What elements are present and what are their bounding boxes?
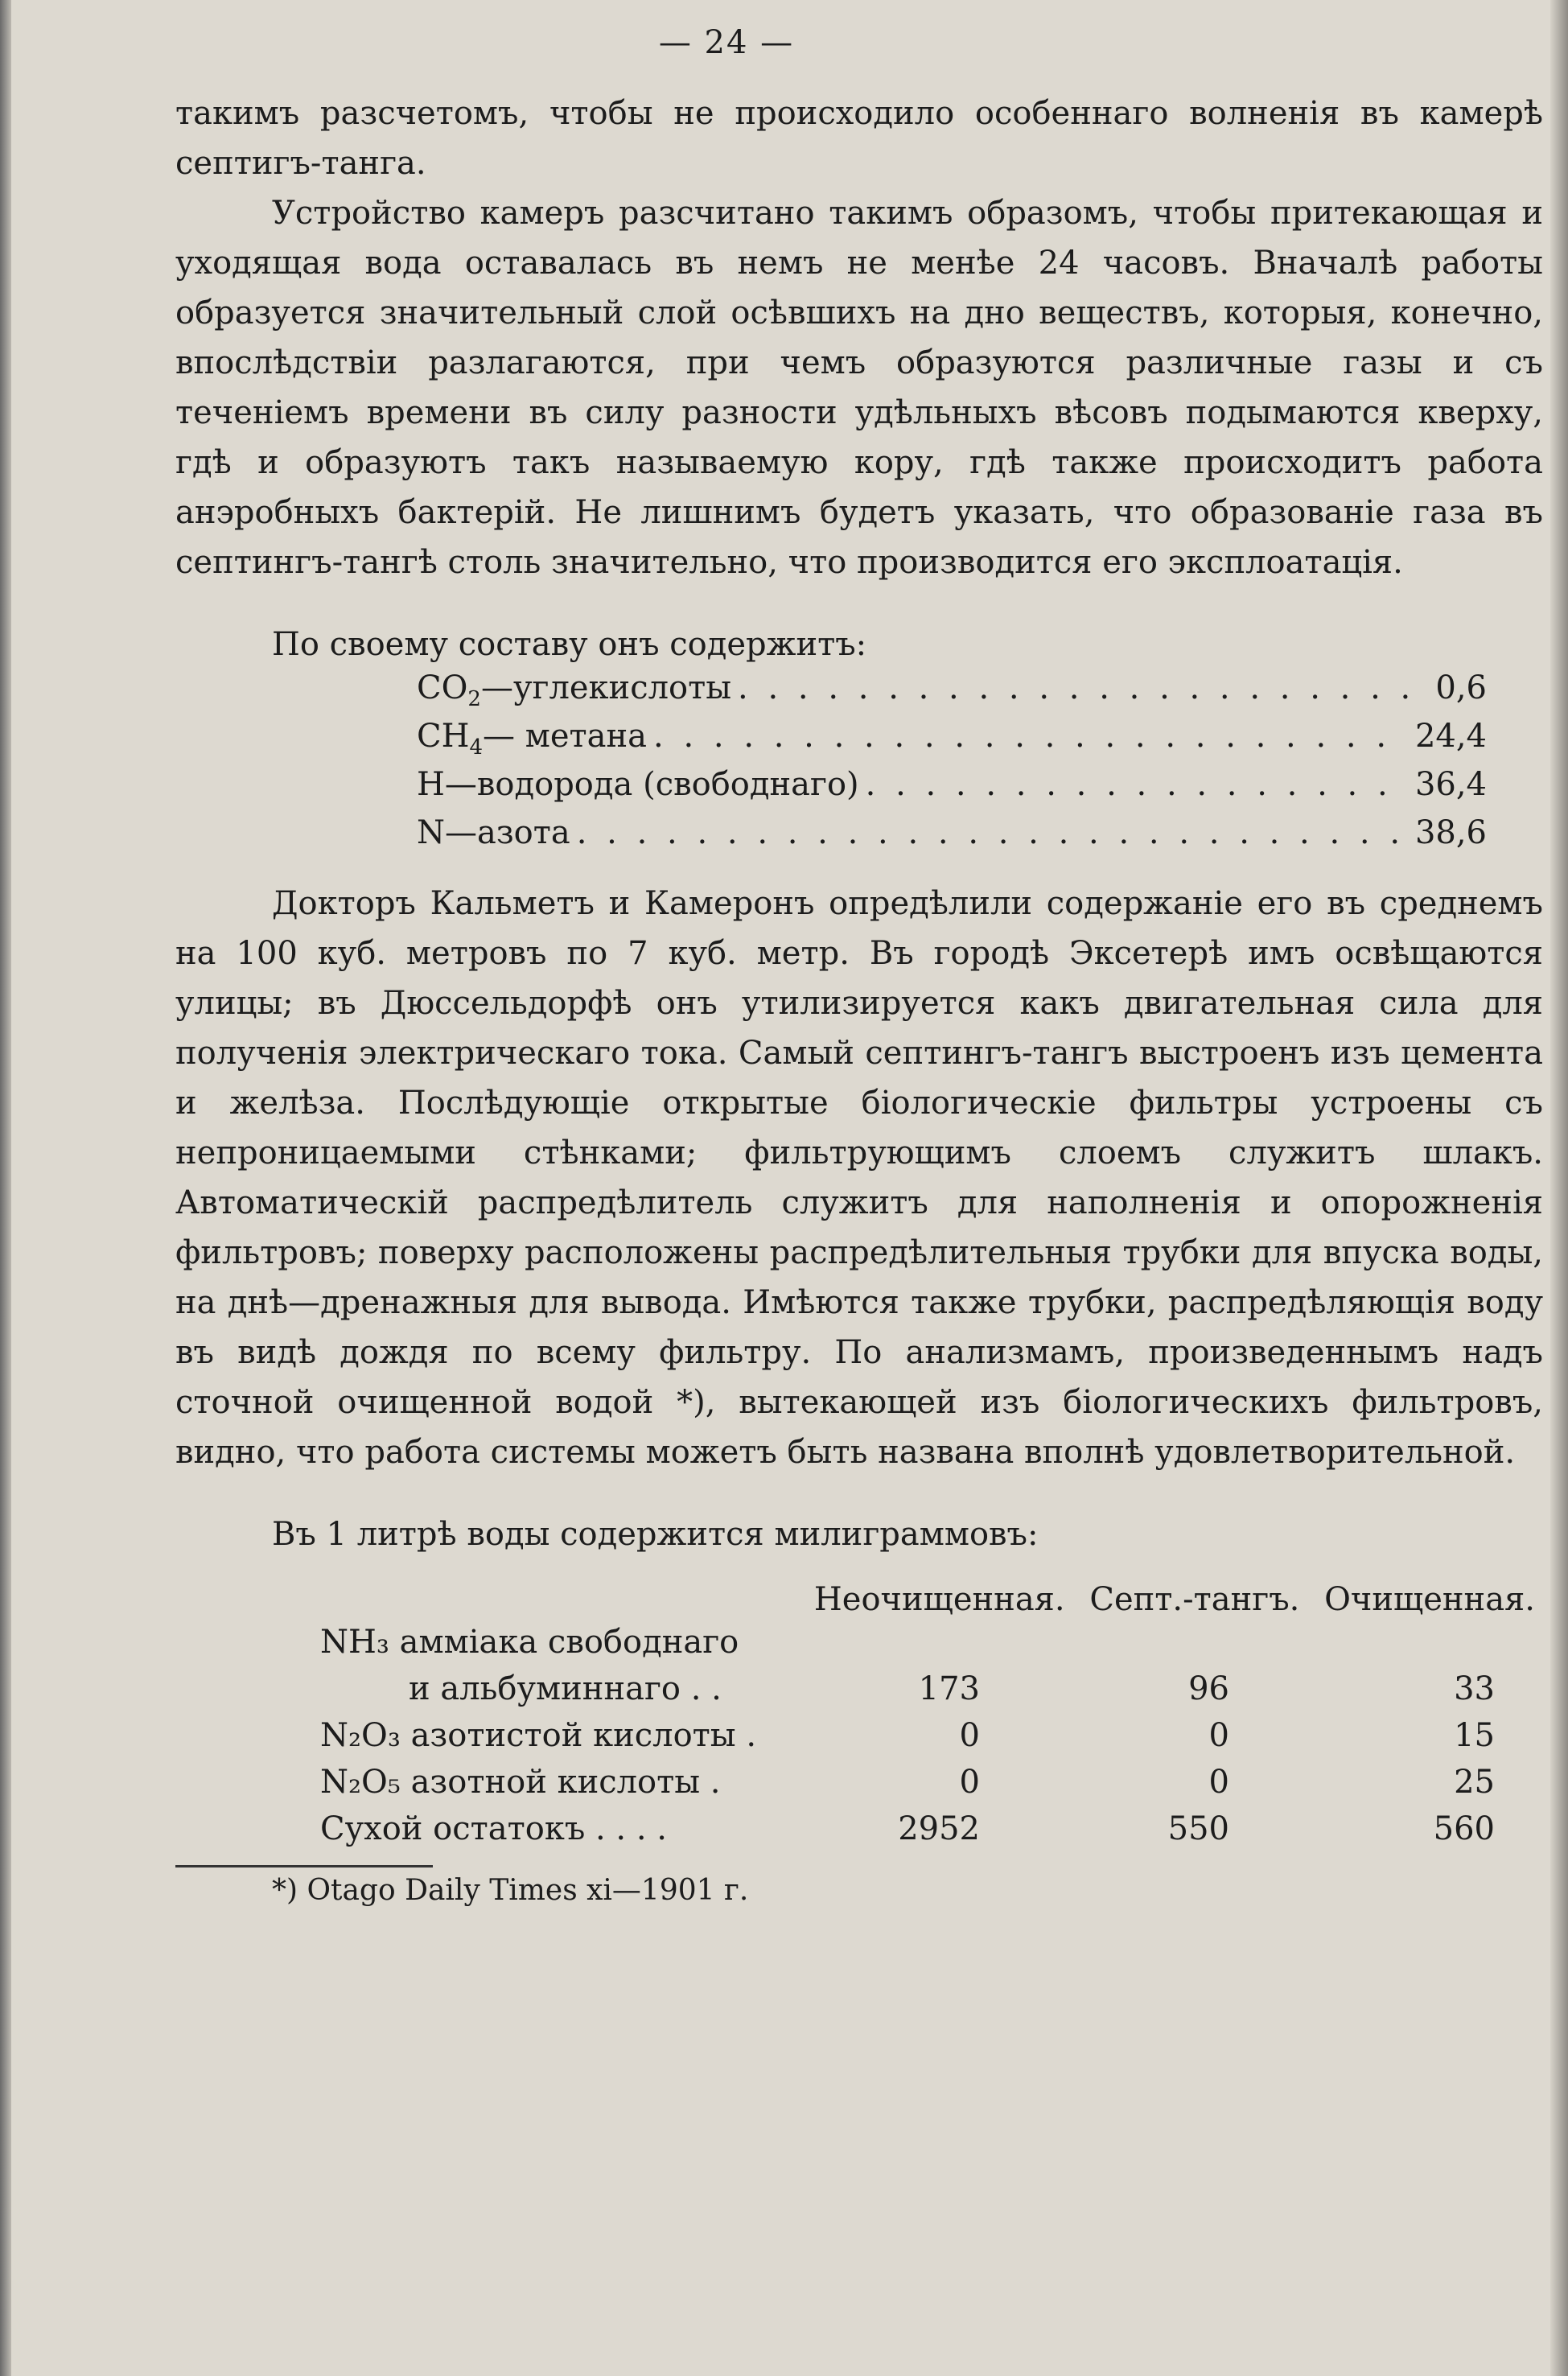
- page-edge-shadow: [0, 0, 11, 2376]
- footnote-divider: [175, 1865, 433, 1867]
- list-item: N—азота . . . 38,6: [417, 814, 1487, 863]
- paragraph-continued: такимъ разсчетомъ, чтобы не происходило особеннаго волненія въ камерѣ септигъ-танга.: [175, 95, 1543, 182]
- table-row: и альбуминнаго . . 173 96 33: [409, 1670, 1495, 1707]
- list-item: $CH_4—$ метана . . . 24,4: [417, 718, 1487, 766]
- footnote: *) Otago Daily Times xi—1901 г.: [272, 1874, 749, 1907]
- gas-value: 0,6: [1435, 669, 1487, 706]
- list-item: $CO_2—углекислоты$ . . . 0,6: [417, 669, 1487, 718]
- page-right-edge: [1550, 0, 1568, 2376]
- gas-value: 36,4: [1414, 766, 1487, 803]
- table-row: Сухой остатокъ . . . . 2952 550 560: [320, 1810, 1495, 1847]
- table-row: N₂O₅ азотной кислоты . 0 0 25: [320, 1764, 1495, 1801]
- paragraph-calmette: Докторъ Кальметъ и Камеронъ опредѣлили содержаніе его въ среднемъ на 100 куб. метровъ по 7 куб. метр. Въ городѣ Эксетерѣ имъ освѣщаются улицы; въ Дюссельдорфѣ онъ утилизируется какъ двигательная сила для полученія электрическаго тока. Самый септингъ-тангъ выстроенъ изъ цемента и желѣза. Послѣдующіе открытые біологическіе фильтры устроены съ непроницаемыми стѣнками; фильтрующимъ слоемъ служитъ шлакъ. Автоматическій распредѣлитель служитъ для наполненія и опорожненія фильтровъ; поверху расположены распредѣлительныя трубки для впуска воды, на днѣ—дренажныя для вывода. Имѣются также трубки, распредѣляющія воду въ видѣ дождя по всему фильтру. По анализмамъ, произведеннымъ надъ сточной очищенной водой *), вытекающей изъ біологическихъ фильтровъ, видно, что работа системы можетъ быть названа вполнѣ удовлетворительной.: [175, 885, 1543, 1471]
- water-analysis-table: [320, 1624, 1495, 1857]
- paragraph-chamber: Устройство камеръ разсчитано такимъ образомъ, чтобы притекающая и уходящая вода оставалась въ немъ не менѣе 24 часовъ. Вначалѣ работы образуется значительный слой осѣвшихъ на дно веществъ, которыя, конечно, впослѣдствіи разлагаются, при чемъ образуются различные газы и съ теченіемъ времени въ силу разности удѣльныхъ вѣсовъ подымаются кверху, гдѣ и образуютъ такъ называемую кору, гдѣ также происходитъ работа анэробныхъ бактерій. Не лишнимъ будетъ указать, что образованіе газа въ септингъ-тангѣ столь значительно, что производится его эксплоатація.: [175, 195, 1543, 581]
- table-row: N₂O₃ азотистой кислоты . 0 0 15: [320, 1717, 1495, 1754]
- list-item: H—водорода (свободнаго) . . . 36,4: [417, 766, 1487, 814]
- gas-value: 24,4: [1414, 718, 1487, 755]
- water-intro: Въ 1 литрѣ воды содержится милиграммовъ:: [272, 1516, 1039, 1553]
- gas-value: 38,6: [1414, 814, 1487, 851]
- composition-intro: По своему составу онъ содержитъ:: [272, 626, 867, 663]
- gas-composition-list: [417, 669, 1487, 863]
- water-table-header: Неочищенная. Септ.-тангъ. Очищенная.: [813, 1581, 1535, 1618]
- page-number: — 24 —: [658, 24, 795, 61]
- table-row: NH₃ амміака свободнаго: [320, 1624, 739, 1661]
- page-content: [175, 24, 1543, 1907]
